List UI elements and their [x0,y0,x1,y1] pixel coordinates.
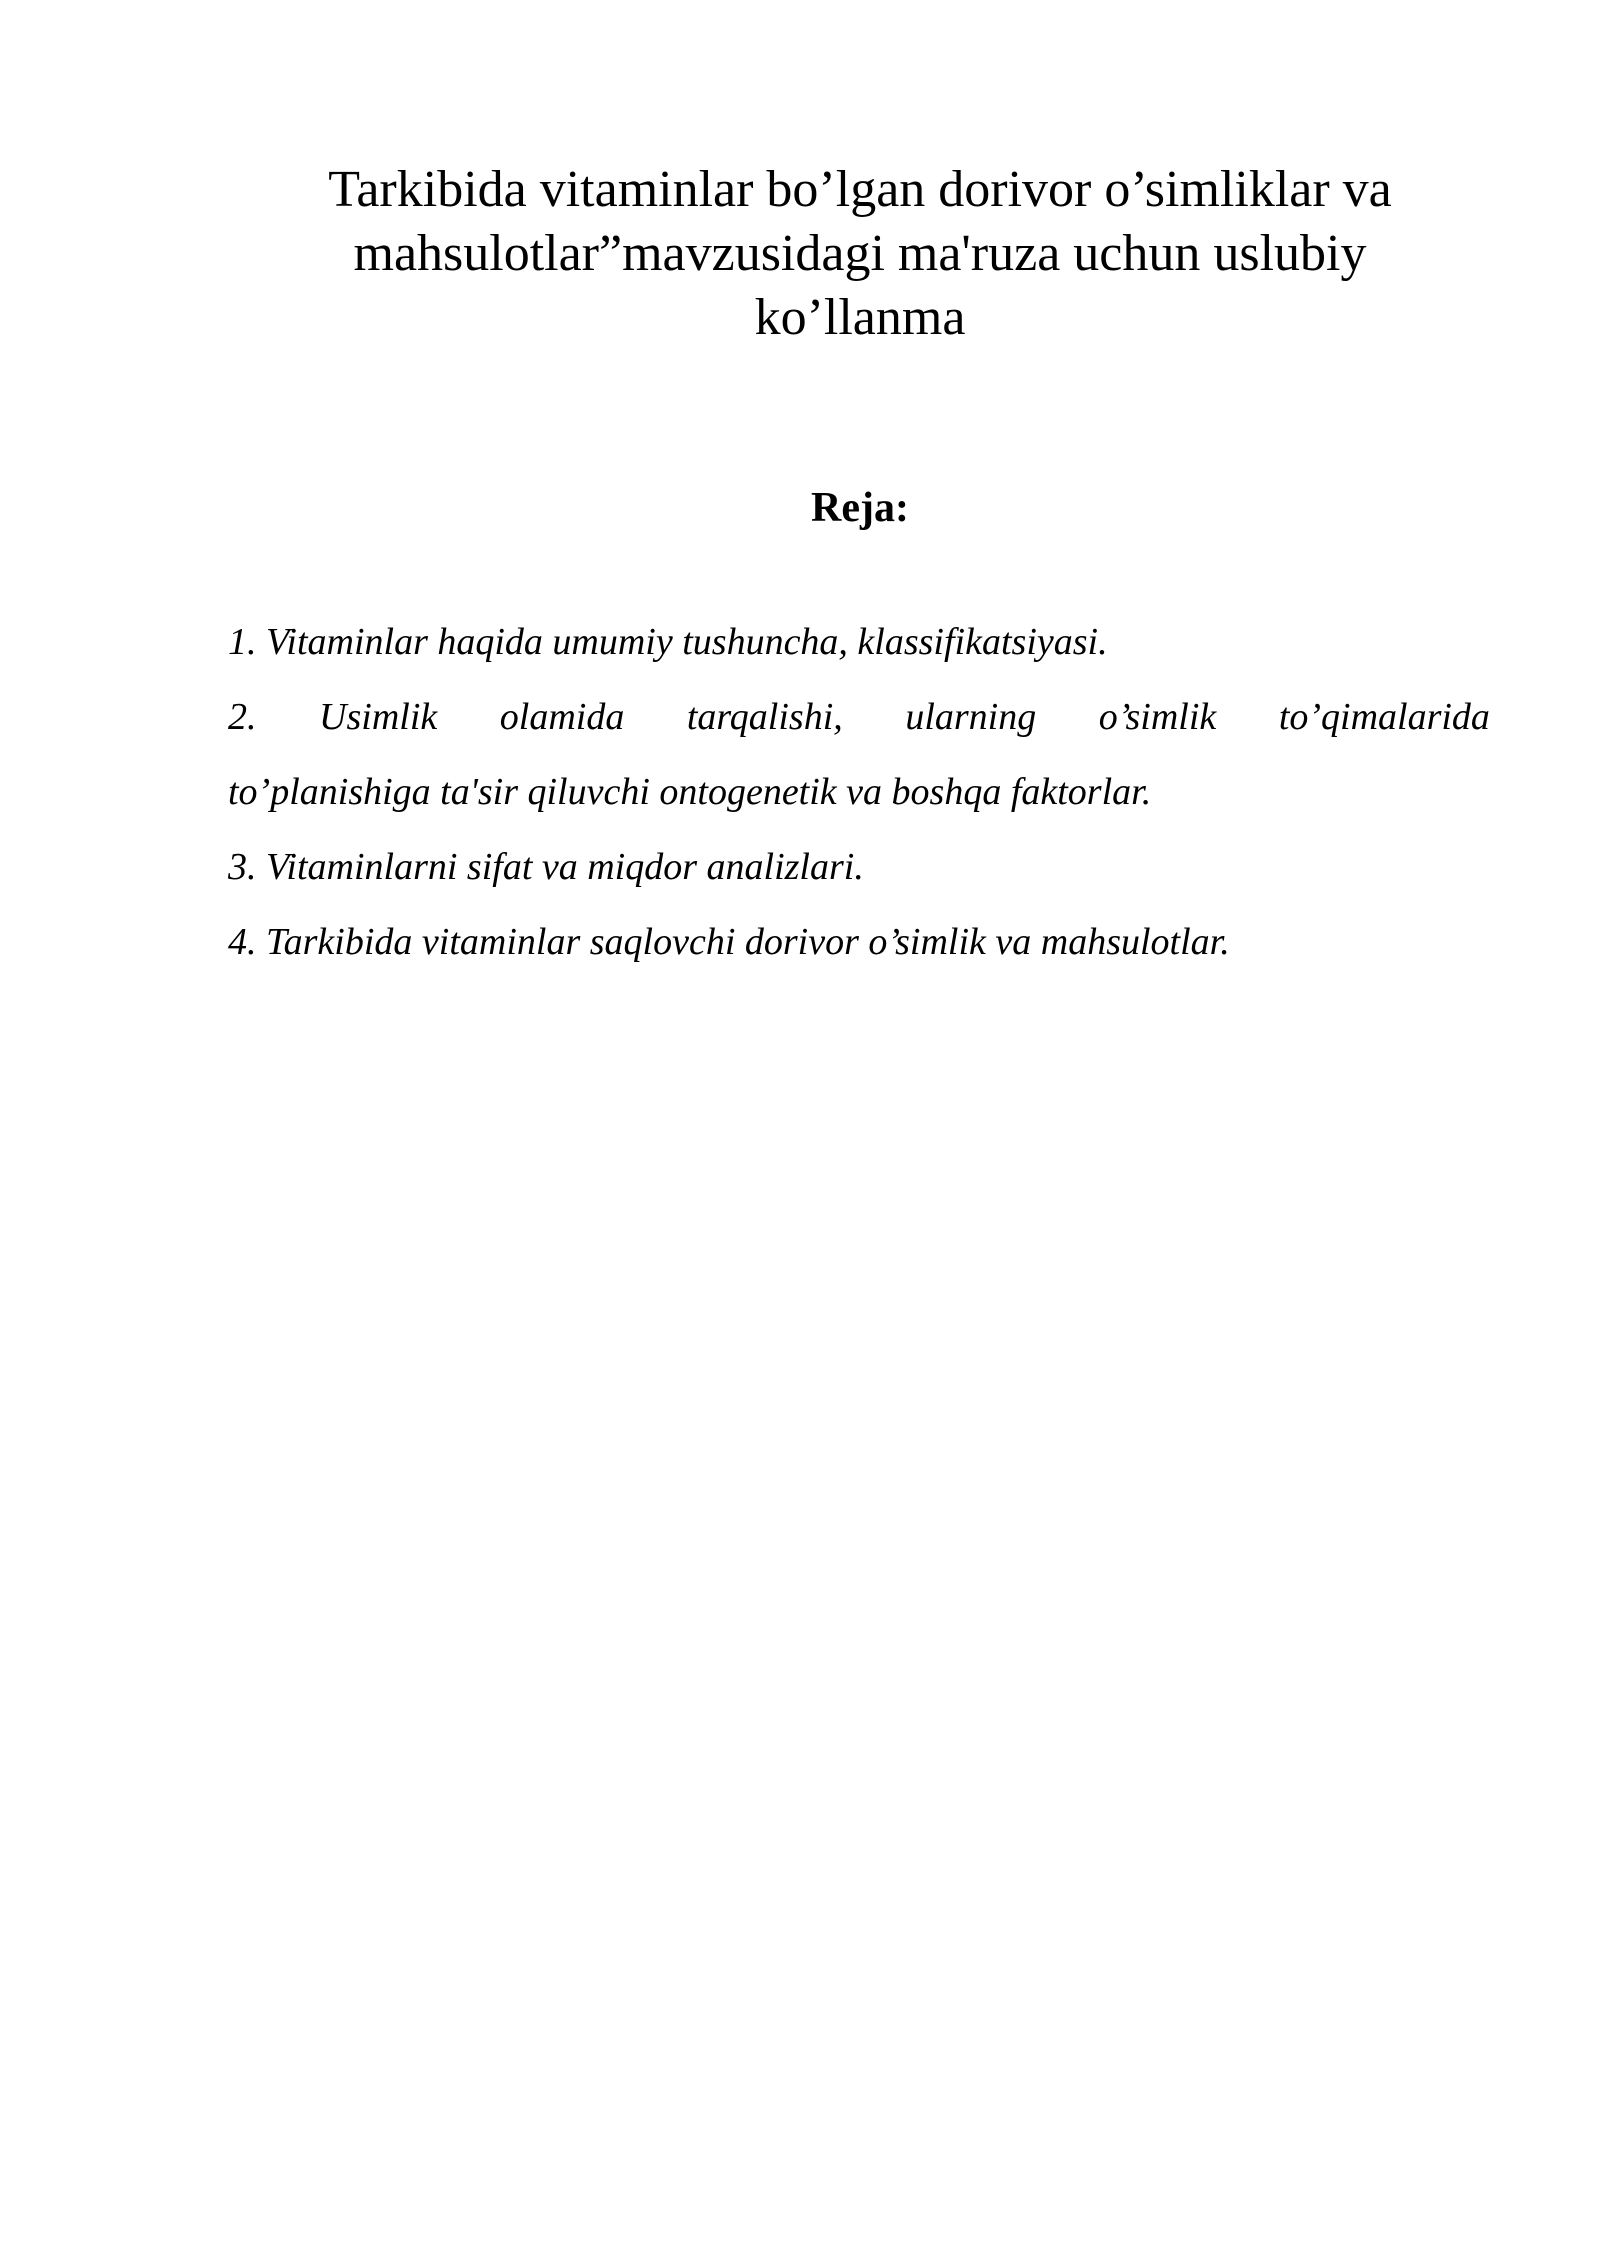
plan-item-2-word: ularning [905,696,1037,738]
plan-item-3: 3. Vitaminlarni sifat va miqdor analizlari. [228,846,864,888]
plan-item-2-word: tarqalishi, [686,696,843,738]
plan-item-4: 4. Tarkibida vitaminlar saqlovchi dorivor o’simlik va mahsulotlar. [228,921,1230,963]
title-line-2: mahsulotlar”mavzusidagi ma'ruza uchun uslubiy [353,225,1367,282]
plan-item-2-word: 2. [228,696,257,738]
plan-heading: Reja: [811,485,909,531]
title-line-3: ko’llanma [754,289,966,346]
document-title [230,158,1490,350]
plan-item-2-word: Usimlik [319,696,438,738]
plan-list [228,605,1490,980]
plan-item-2-word: to’qimalarida [1278,696,1490,738]
title-line-1: Tarkibida vitaminlar bo’lgan dorivor o’simliklar va [328,161,1392,218]
plan-item-1: 1. Vitaminlar haqida umumiy tushuncha, klassifikatsiyasi. [228,621,1108,663]
plan-item-2-word: o’simlik [1098,696,1217,738]
plan-item-2-line-1 [228,680,1490,755]
plan-item-2-word: olamida [499,696,625,738]
plan-item-2-line-2: to’planishiga ta'sir qiluvchi ontogenetik va boshqa faktorlar. [228,771,1152,813]
